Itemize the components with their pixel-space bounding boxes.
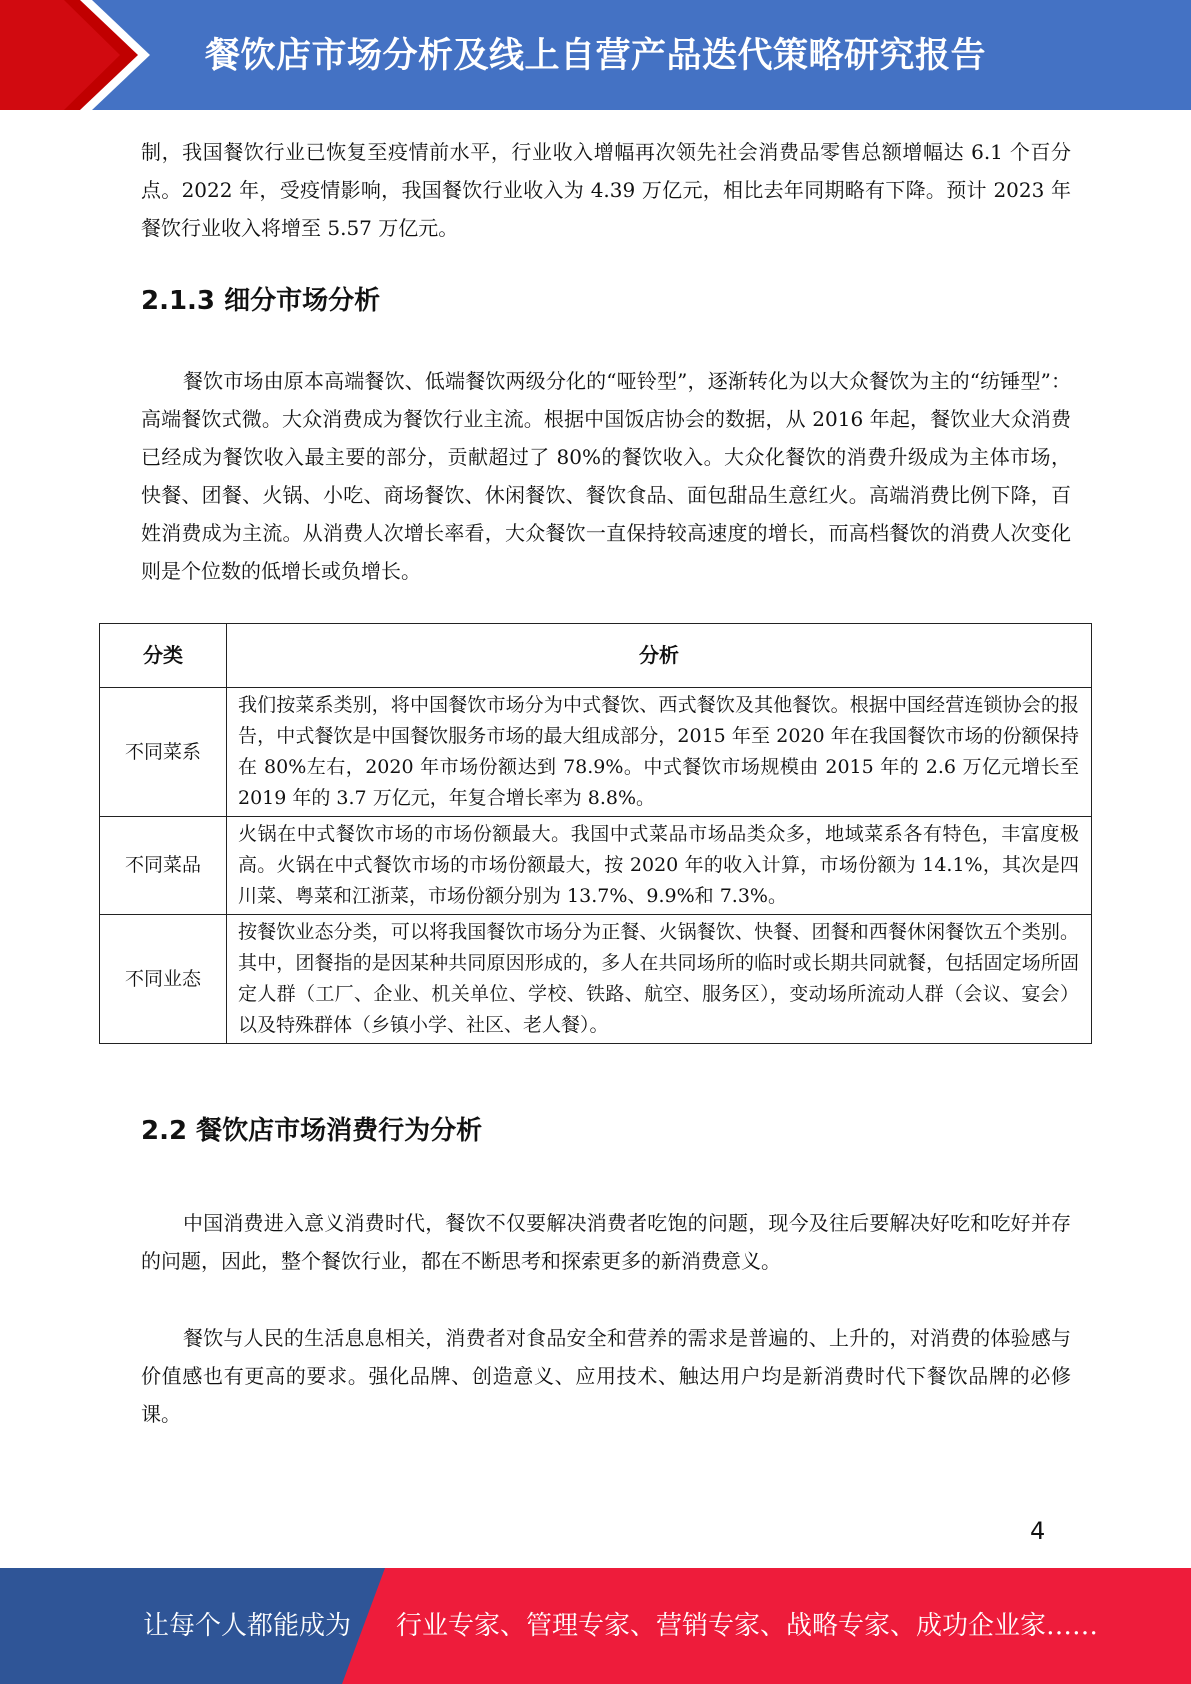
table-cell-category: 不同菜系: [100, 688, 227, 817]
section-2-2-paragraph-1: 中国消费进入意义消费时代，餐饮不仅要解决消费者吃饱的问题，现今及往后要解决好吃和吃好并存的问题，因此，整个餐饮行业，都在不断思考和探索更多的新消费意义。: [141, 1211, 1071, 1273]
header-red-chevron: [0, 0, 150, 110]
section-2-1-3-paragraph: 餐饮市场由原本高端餐饮、低端餐饮两级分化的“哑铃型”，逐渐转化为以大众餐饮为主的“纺锤型”：高端餐饮式微。大众消费成为餐饮行业主流。根据中国饭店协会的数据，从 2016 年起，餐饮业大众消费已经成为餐饮收入最主要的部分，贡献超过了 80%的餐饮收入。大众化餐饮的消费升级成为主体市场，快餐、团餐、火锅、小吃、商场餐饮、休闲餐饮、餐饮食品、面包甜品生意红火。高端消费比例下降，百姓消费成为主流。从消费人次增长率看，大众餐饮一直保持较高速度的增长，而高档餐饮的消费人次变化则是个位数的低增长或负增长。: [141, 369, 1071, 583]
table-cell-analysis: 我们按菜系类别，将中国餐饮市场分为中式餐饮、西式餐饮及其他餐饮。根据中国经营连锁协会的报告，中式餐饮是中国餐饮服务市场的最大组成部分，2015 年至 2020 年在我国餐饮市场的份额保持在 80%左右，2020 年市场份额达到 78.9%。中式餐饮市场规模由 2015 年的 2.6 万亿元增长至 2019 年的 3.7 万亿元，年复合增长率为 8.8%。: [227, 688, 1092, 817]
page-number: 4: [1030, 1517, 1046, 1545]
footer-slogan-right: 行业专家、管理专家、营销专家、战略专家、成功企业家……: [396, 1611, 1099, 1641]
column-header-analysis: 分析: [227, 624, 1092, 688]
footer-slogan-left: 让每个人都能成为: [143, 1611, 352, 1641]
table-cell-analysis: 按餐饮业态分类，可以将我国餐饮市场分为正餐、火锅餐饮、快餐、团餐和西餐休闲餐饮五个类别。其中，团餐指的是因某种共同原因形成的，多人在共同场所的临时或长期共同就餐，包括固定场所固定人群（工厂、企业、机关单位、学校、铁路、航空、服务区），变动场所流动人群（会议、宴会）以及特殊群体（乡镇小学、社区、老人餐）。: [227, 915, 1092, 1044]
intro-paragraph: 制，我国餐饮行业已恢复至疫情前水平，行业收入增幅再次领先社会消费品零售总额增幅达 6.1 个百分点。2022 年，受疫情影响，我国餐饮行业收入为 4.39 万亿元，相比去年同期略有下降。预计 2023 年餐饮行业收入将增至 5.57 万亿元。: [141, 140, 1071, 240]
table-header-row: [100, 624, 1092, 688]
table-row: [100, 817, 1092, 915]
report-title: 餐饮店市场分析及线上自营产品迭代策略研究报告: [205, 36, 987, 76]
segment-analysis-table: [99, 623, 1092, 1044]
section-heading-2-1-3: 2.1.3 细分市场分析: [141, 286, 381, 316]
section-2-2-paragraph-2: 餐饮与人民的生活息息相关，消费者对食品安全和营养的需求是普遍的、上升的，对消费的体验感与价值感也有更高的要求。强化品牌、创造意义、应用技术、触达用户均是新消费时代下餐饮品牌的必修课。: [141, 1326, 1071, 1426]
header-banner: [0, 0, 1191, 110]
section-heading-2-2: 2.2 餐饮店市场消费行为分析: [141, 1116, 483, 1146]
table-row: [100, 688, 1092, 817]
table-cell-category: 不同菜品: [100, 817, 227, 915]
table-cell-analysis: 火锅在中式餐饮市场的市场份额最大。我国中式菜品市场品类众多，地域菜系各有特色，丰富度极高。火锅在中式餐饮市场的市场份额最大，按 2020 年的收入计算，市场份额为 14.1%，其次是四川菜、粤菜和江浙菜，市场份额分别为 13.7%、9.9%和 7.3%。: [227, 817, 1092, 915]
column-header-category: 分类: [100, 624, 227, 688]
table-row: [100, 915, 1092, 1044]
table-cell-category: 不同业态: [100, 915, 227, 1044]
footer-banner: [0, 1568, 1191, 1684]
